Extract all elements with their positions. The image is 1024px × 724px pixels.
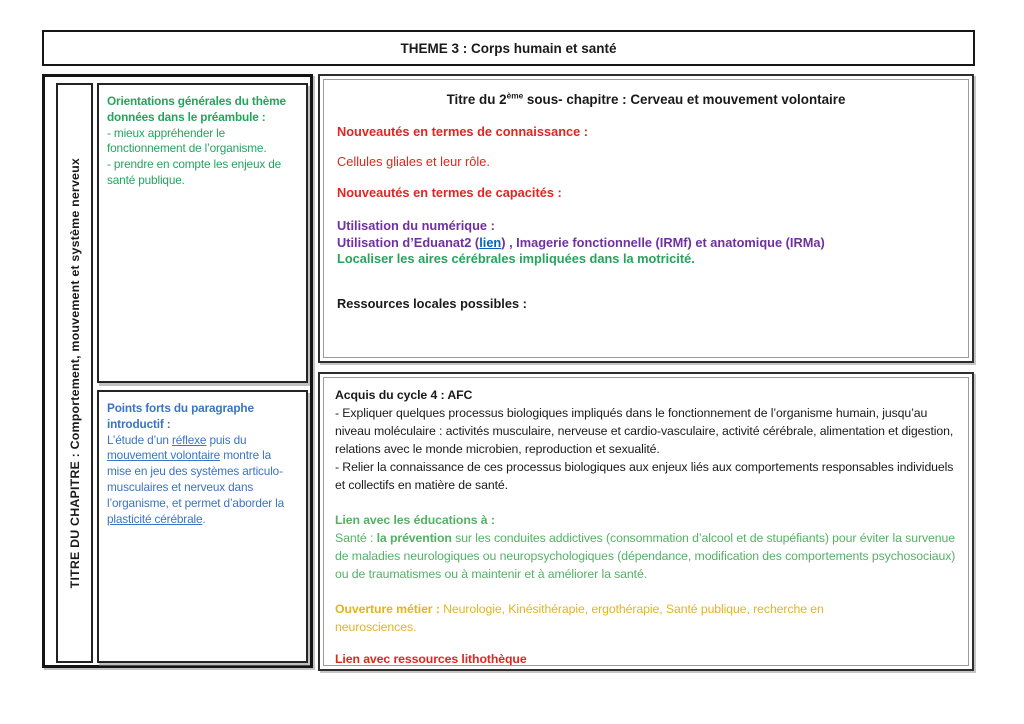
sous-chapitre-inner — [323, 79, 969, 358]
acquis-body-2: - Relier la connaissance de ces processus biologiques aux enjeux liés aux comportements responsables individuels et collectifs en matière de santé. — [335, 460, 954, 492]
chapter-title-box — [56, 83, 93, 663]
points-forts-body: L’étude d’un réflexe puis du mouvement volontaire montre la mise en jeu des systèmes articulo-musculaires et nerveux dans l’organisme, et permet d’aborder la plasticité cérébrale. — [107, 432, 285, 526]
localiser-line: Localiser les aires cérébrales impliquées dans la motricité. — [337, 251, 695, 266]
connaissances-body: Cellules gliales et leur rôle. — [337, 154, 490, 169]
orientations-line-1: - mieux appréhender le fonctionnement de l’organisme. — [107, 125, 267, 156]
lithotheque-line: Lien avec ressources lithothèque — [335, 652, 527, 666]
points-forts-heading: Points forts du paragraphe introductif : — [107, 401, 254, 431]
theme-title: THEME 3 : Corps humain et santé — [400, 40, 617, 56]
points-forts-box — [97, 390, 308, 663]
capacites-heading: Nouveautés en termes de capacités : — [337, 184, 562, 200]
educations-body: Santé : la prévention sur les conduites addictives (consommation d’alcool et de stupéfiants) pour éviter la survenue de maladies neurologiques ou neuropsychologiques (dépendance, modification des comportements psychosociaux) ou de traumatismes ou à maintenir et à améliorer la santé. — [335, 531, 956, 581]
orientations-line-2: - prendre en compte les enjeux de santé publique. — [107, 157, 282, 187]
connaissances-heading: Nouveautés en termes de connaissance : — [337, 123, 589, 139]
sous-chapitre-title: Titre du 2ème sous- chapitre : Cerveau et mouvement volontaire — [446, 90, 846, 107]
educations-heading: Lien avec les éducations à : — [335, 513, 495, 527]
acquis-heading: Acquis du cycle 4 : AFC — [335, 388, 473, 402]
ouverture-line: Ouverture métier : Neurologie, Kinésithérapie, ergothérapie, Santé publique, recherche en neurosciences. — [335, 602, 824, 634]
chapter-title: TITRE DU CHAPITRE : Comportement, mouvement et système nerveux — [67, 157, 82, 589]
acquis-body-1: - Expliquer quelques processus biologiques impliqués dans le fonctionnement de l’organisme humain, jusqu’au niveau moléculaire : activités musculaire, nerveuse et cardio-vasculaire, activité cérébrale, alimentation et digestion, relations avec le monde microbien, reproduction et sexualité. — [335, 406, 954, 456]
theme-title-box — [42, 30, 975, 66]
lien-hyperlink[interactable]: lien — [479, 234, 502, 250]
ressources-heading: Ressources locales possibles : — [337, 295, 527, 311]
numerique-heading: Utilisation du numérique : — [337, 218, 495, 233]
acquis-inner — [323, 377, 969, 666]
numerique-line: Utilisation d’Eduanat2 (lien) , Imagerie fonctionnelle (IRMf) et anatomique (IRMa) — [337, 234, 825, 250]
orientations-heading: Orientations générales du thème données dans le préambule : — [107, 94, 286, 124]
acquis-box — [318, 372, 974, 671]
sous-chapitre-box — [318, 74, 974, 363]
orientations-box — [97, 83, 308, 383]
